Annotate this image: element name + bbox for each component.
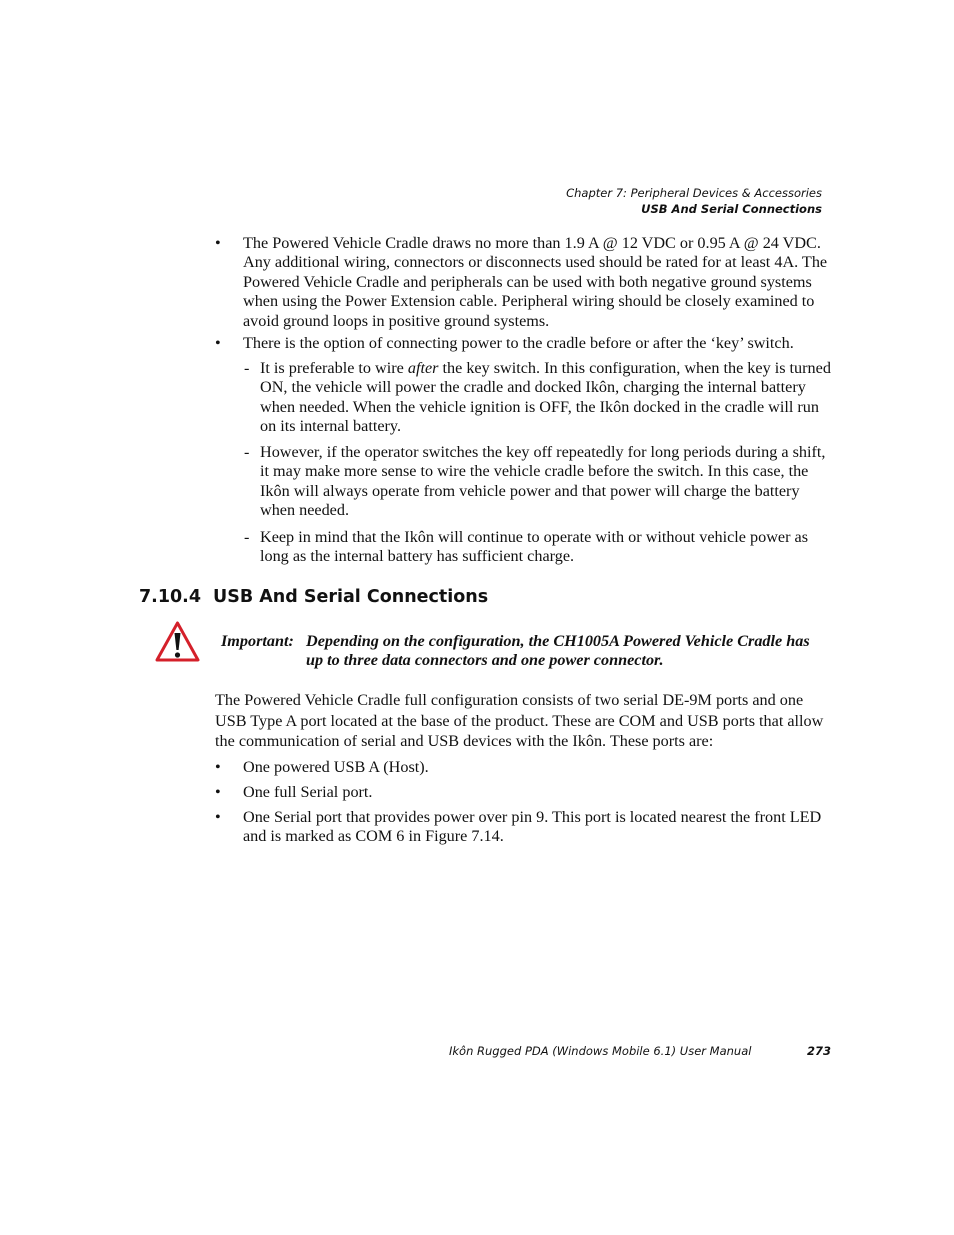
dash-marker: -: [244, 443, 250, 461]
bullet-item-key-switch: There is the option of connecting power to the cradle before or after the ‘key’ switch.: [243, 334, 794, 352]
body-paragraph: The Powered Vehicle Cradle full configuration consists of two serial DE-9M ports and one USB Type A port located at the base of the product. These are COM and USB ports that allow the communication of serial and USB devices with the Ikôn. These ports are:: [215, 691, 824, 750]
sub-item-internal-battery: Keep in mind that the Ikôn will continue to operate with or without vehicle power as long as the internal battery has sufficient charge.: [260, 528, 808, 566]
dash-marker: -: [244, 359, 250, 377]
footer-manual-title: Ikôn Rugged PDA (Windows Mobile 6.1) User Manual: [449, 1044, 752, 1058]
emphasis-after: after: [407, 359, 439, 377]
section-title: USB And Serial Connections: [213, 587, 489, 607]
running-header-section: USB And Serial Connections: [641, 202, 822, 216]
sub-item-text: the key switch. In this configuration, when the key is turned ON, the vehicle will power the cradle and docked Ikôn, charging the internal battery when needed. When the vehicle ignition is OFF, the Ikôn docked in the cradle will run on its internal battery.: [260, 359, 831, 436]
section-heading: [139, 586, 488, 608]
warning-triangle-icon: [154, 620, 201, 663]
bullet-item-usb-host: One powered USB A (Host).: [243, 758, 429, 776]
section-number: 7.10.4: [139, 587, 202, 607]
bullet-item-serial-port: One full Serial port.: [243, 783, 373, 801]
sub-item-wire-before: However, if the operator switches the key off repeatedly for long periods during a shift, it may make more sense to wire the vehicle cradle before the switch. In this case, the Ikôn will always operate from vehicle power and that power will charge the battery when needed.: [260, 443, 826, 520]
bullet-item-power-draw: The Powered Vehicle Cradle draws no more than 1.9 A @ 12 VDC or 0.95 A @ 24 VDC. Any additional wiring, connectors or disconnects used should be rated for at least 4A. The Powered Vehicle Cradle and peripherals can be used with both negative ground systems when using the Power Extension cable. Peripheral wiring should be closely examined to avoid ground loops in positive ground systems.: [243, 234, 828, 330]
important-note: Depending on the configuration, the CH1005A Powered Vehicle Cradle has up to three data connectors and one power connector.: [306, 632, 810, 670]
dash-marker: -: [244, 528, 250, 546]
bullet-marker: •: [215, 783, 221, 801]
page-number: 273: [807, 1044, 832, 1058]
bullet-marker: •: [215, 234, 221, 252]
running-header-chapter: Chapter 7: Peripheral Devices & Accessories: [566, 186, 822, 200]
sub-item-text: It is preferable to wire: [260, 359, 408, 377]
bullet-marker: •: [215, 758, 221, 776]
bullet-marker: •: [215, 334, 221, 352]
bullet-item-powered-serial: One Serial port that provides power over pin 9. This port is located nearest the front LED and is marked as COM 6 in Figure 7.14.: [243, 808, 822, 846]
important-label: Important:: [221, 632, 294, 650]
sub-item-wire-after: [260, 359, 834, 437]
bullet-marker: •: [215, 808, 221, 826]
